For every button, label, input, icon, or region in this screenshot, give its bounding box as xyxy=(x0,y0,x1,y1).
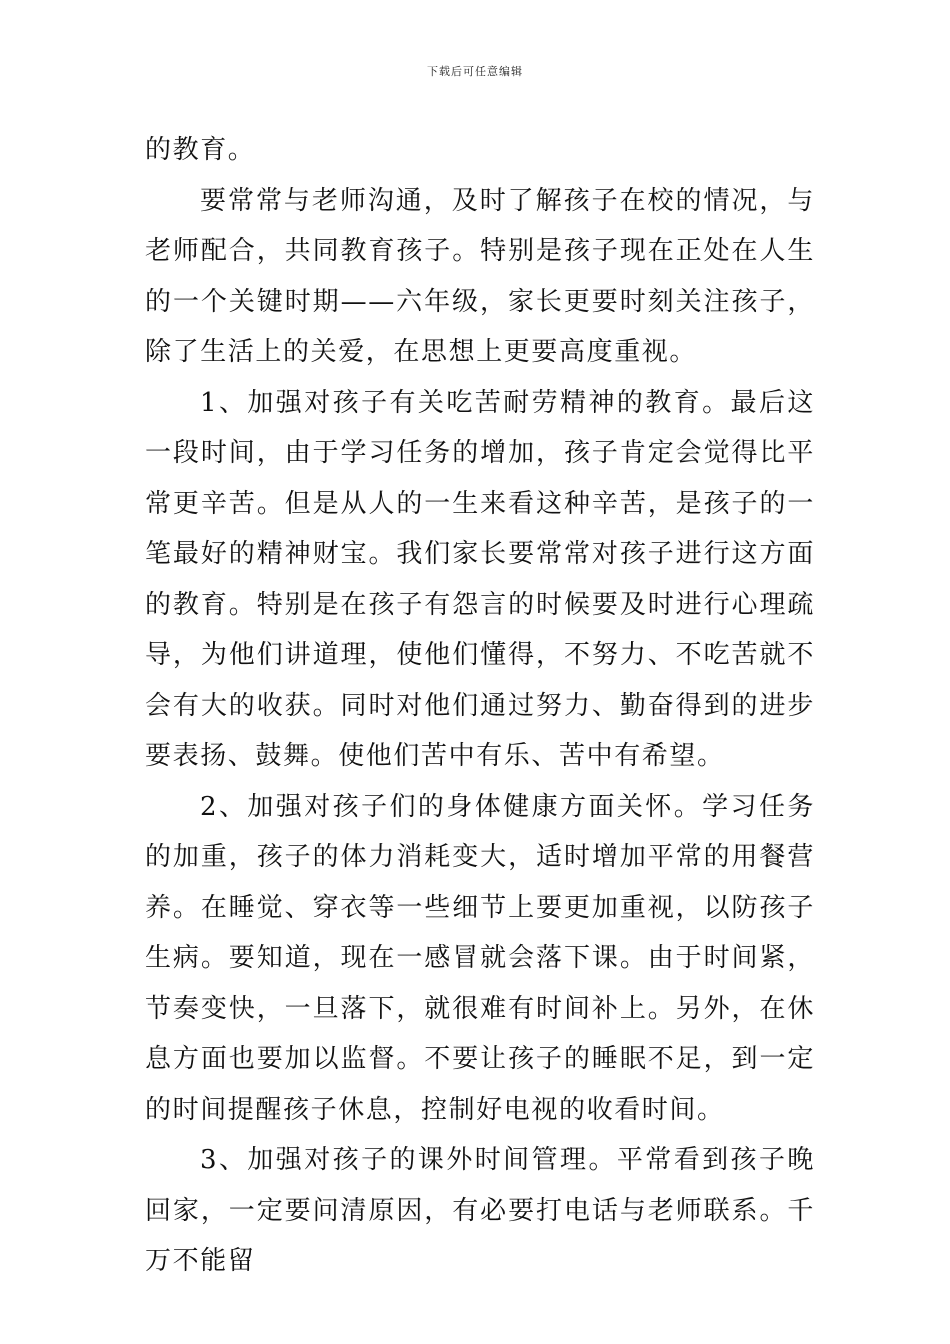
paragraph-point-3: 3、加强对孩子的课外时间管理。平常看到孩子晚回家，一定要问清原因，有必要打电话与老师联系。千万不能留 xyxy=(145,1145,815,1276)
paragraph-continuation: 的教育。 xyxy=(145,135,256,165)
document-body xyxy=(145,125,815,1287)
page-header: 下载后可任意编辑 xyxy=(427,65,523,78)
paragraph-communication: 要常常与老师沟通，及时了解孩子在校的情况，与老师配合，共同教育孩子。特别是孩子现在正处在人生的一个关键时期——六年级，家长更要时刻关注孩子，除了生活上的关爱，在思想上更要高度重视。 xyxy=(145,185,815,367)
paragraph-point-2: 2、加强对孩子们的身体健康方面关怀。学习任务的加重，孩子的体力消耗变大，适时增加平常的用餐营养。在睡觉、穿衣等一些细节上要更加重视，以防孩子生病。要知道，现在一感冒就会落下课。由于时间紧，节奏变快，一旦落下，就很难有时间补上。另外，在休息方面也要加以监督。不要让孩子的睡眠不足，到一定的时间提醒孩子休息，控制好电视的收看时间。 xyxy=(145,791,815,1125)
paragraph-point-1: 1、加强对孩子有关吃苦耐劳精神的教育。最后这一段时间，由于学习任务的增加，孩子肯定会觉得比平常更辛苦。但是从人的一生来看这种辛苦，是孩子的一笔最好的精神财宝。我们家长要常常对孩子进行这方面的教育。特别是在孩子有怨言的时候要及时进行心理疏导，为他们讲道理，使他们懂得，不努力、不吃苦就不会有大的收获。同时对他们通过努力、勤奋得到的进步要表扬、鼓舞。使他们苦中有乐、苦中有希望。 xyxy=(145,387,815,771)
